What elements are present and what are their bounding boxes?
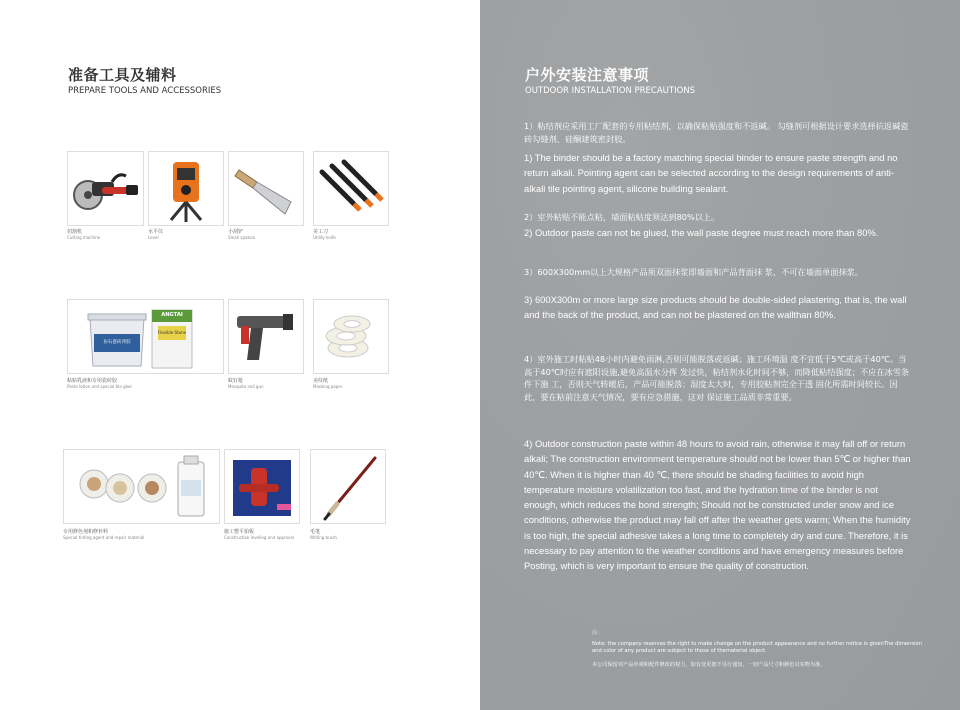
- precaution-3-cn: 3）600X300mm以上大规格产品须双面抹浆即墙面和产品背面抹 浆，不可在墙面单面抹浆。: [524, 267, 864, 277]
- note-cn: 本公司保留对产品外观和配件修改的权力，如有变更恕不另行通知。一切产品尺寸和颜色以实物为准。: [592, 662, 826, 668]
- tool-caption-cn: 切割机: [67, 229, 83, 235]
- left-page-title: 准备工具及辅料: [68, 66, 177, 84]
- precaution-1-en: 1) The binder should be a factory matching special binder to ensure paste strength and no return alkali. Pointing agent can be selected according to the design requirements of anti-alkali tile pointing agent, silicone building sealant.: [524, 152, 898, 194]
- tool-caption-cn: 小刮铲: [228, 229, 244, 235]
- cutting-machine-icon: [68, 152, 143, 225]
- precaution-1-cn: 1）粘结剂应采用工厂配套的专用粘结剂，以确保粘贴强度和不返碱。 勾缝剂可根据设计要求选择抗返碱瓷砖勾缝剂、硅酮建筑密封胶。: [524, 121, 909, 144]
- level-photo: [148, 151, 224, 226]
- tinting-agent-photo: [63, 449, 220, 524]
- right-page-subtitle: OUTDOOR INSTALLATION PRECAUTIONS: [525, 86, 696, 96]
- bucket-label: 仿石瓷砖背胶: [103, 340, 131, 345]
- tool-caption-cn: 水平仪: [148, 229, 164, 235]
- writing-brush-icon: [311, 450, 385, 523]
- tool-caption-cn: 施工整平拍板: [224, 529, 255, 535]
- tool-caption-en: Utility knife: [313, 235, 336, 240]
- spatula-icon: [229, 152, 303, 225]
- tool-caption-en: Paste lotion and special tile glue: [67, 384, 132, 389]
- note-label: 注:: [592, 630, 599, 636]
- left-page-subtitle: PREPARE TOOLS AND ACCESSORIES: [68, 86, 222, 96]
- tool-caption-cn: 蚊钉枪: [228, 378, 244, 384]
- precaution-3-en: 3) 600X300m or more large size products should be double-sided plastering, that is, the wall and the back of the product, and can not be plastered on the wallthan 80%.: [524, 294, 907, 321]
- nail-gun-icon: [229, 300, 303, 373]
- tool-caption-en: Masking paper: [313, 384, 343, 389]
- utility-knife-icon: [314, 152, 388, 225]
- precaution-4-en: 4) Outdoor construction paste within 48 hours to avoid rain, otherwise it may fall off or return alkali; The construction environment temperature should not be lower than 5℃ or higher than 40℃. When it is higher than 40 ℃, there should be shading facilities to avoid high temperature moisture volatilization too fast, and the hydration time of the binder is not enough, which reduces the bond strength; Should not be constructed under snow and ice conditions, otherwise the product may fall off after the weather gets warm; When the humidity is too high, the special adhesive takes a long time to completely dry and cure. Therefore, it is necessary to pay attention to the weather conditions and have emergency measures before Posting, which is very important to ensure the quality of construction.: [524, 438, 911, 572]
- utility-knife-photo: [313, 151, 389, 226]
- nail-gun-photo: [228, 299, 304, 374]
- tool-caption-en: Construction leveling and approval: [224, 535, 294, 540]
- bag-brand: ANGTAI: [161, 312, 183, 318]
- note-en: Note: the company reserves the right to make change on the product appearance and no further notice is givenThe dimension and color of any product are subject to those of thematerial object.: [592, 641, 922, 655]
- right-page-title: 户外安装注意事项: [525, 66, 650, 84]
- tool-caption-en: Special tinting agent and repair material: [63, 535, 145, 540]
- precaution-2-cn: 2）室外粘贴不能点粘，墙面粘贴度须达到80%以上。: [524, 212, 720, 222]
- tool-caption-cn: 美工刀: [313, 229, 329, 235]
- tinting-jars-icon: [64, 450, 219, 523]
- paste-buckets-icon: [68, 300, 223, 373]
- bag-product: Flexible Stone: [157, 330, 187, 335]
- leveling-board-photo: [224, 449, 300, 524]
- tool-caption-cn: 毛笔: [310, 529, 321, 535]
- laser-level-icon: [149, 152, 223, 225]
- spatula-photo: [228, 151, 304, 226]
- tool-caption-cn: 专用修色剂和修补料: [63, 529, 109, 535]
- paste-lotion-photo: [67, 299, 224, 374]
- precaution-4-cn: 4）室外施工时粘贴48小时内避免雨淋,否则可能脱落或返碱；施工环境温 度不宜低于5℃或高于40℃。当高于40℃时应有遮阳设施,避免高温水分挥 发过快，粘结剂水化时间不够，而降低粘结强度；不应在冰雪条件下施 工，否则天气转暖后，产品可能脱落；湿度太大时，专用胶粘剂完全干透 固化所需时间较长。因此，要在粘前注意天气情况，要有应急措施，这对 保证施工品质非常重要。: [524, 354, 910, 402]
- tool-caption-en: Writing brush: [310, 535, 337, 540]
- tool-caption-cn: 美纹纸: [313, 378, 329, 384]
- writing-brush-photo: [310, 449, 386, 524]
- leveling-board-icon: [225, 450, 299, 523]
- tool-caption-en: Cutting machine: [67, 235, 101, 240]
- tool-caption-cn: 粘贴乳液和专用瓷砖胶: [67, 378, 118, 384]
- masking-tape-icon: [314, 300, 388, 373]
- tool-caption-en: Small spatula: [228, 235, 256, 240]
- precaution-2-en: 2) Outdoor paste can not be glued, the wall paste degree must reach more than 80%.: [524, 227, 879, 238]
- tool-caption-en: Mosquito nail gun: [228, 384, 264, 389]
- tool-caption-en: Level: [148, 235, 159, 240]
- right-page: [480, 0, 960, 710]
- cutting-machine-photo: [67, 151, 144, 226]
- masking-paper-photo: [313, 299, 389, 374]
